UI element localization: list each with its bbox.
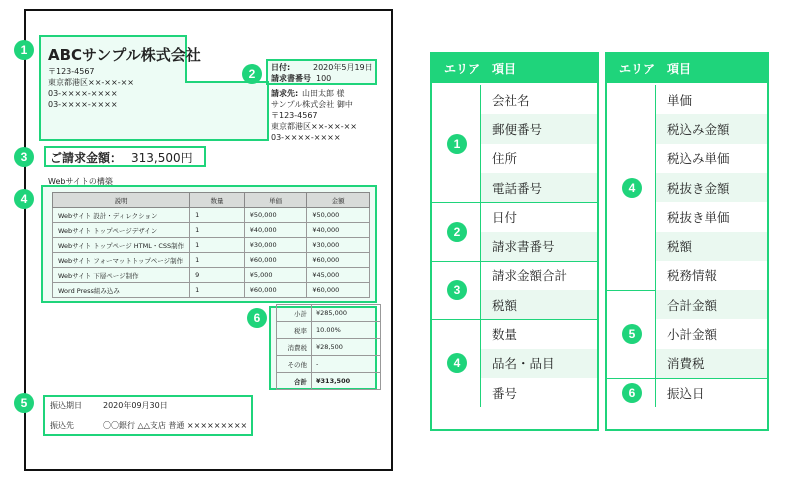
- item-cell: 会社名: [492, 92, 530, 108]
- summary-label: 消費税: [277, 339, 312, 356]
- item-cell: 合計金額: [667, 297, 718, 313]
- summary-row: [277, 356, 381, 373]
- item-cell: 請求金額合計: [492, 268, 568, 284]
- company-postal: 〒123-4567: [48, 67, 95, 76]
- item-cell: 電話番号: [492, 180, 543, 196]
- area-badge: 3: [447, 280, 467, 300]
- recipient-postal: 〒123-4567: [271, 111, 318, 120]
- recipient-company: サンプル株式会社 御中: [271, 100, 353, 109]
- project-title: Webサイトの構築: [48, 177, 113, 186]
- area-table-right: [605, 52, 769, 431]
- summary-table: [276, 304, 381, 390]
- area-badge: 2: [447, 222, 467, 242]
- item-cell: 番号: [492, 385, 518, 401]
- recipient-name: 山田太郎 様: [302, 89, 345, 98]
- header-item-label: 項目: [492, 62, 517, 76]
- payment-account-value: 〇〇銀行 △△支店 普通 ×××××××××: [103, 421, 248, 430]
- item-cell: 日付: [492, 209, 518, 225]
- payment-due-label: 振込期日: [50, 401, 82, 410]
- table-cell: ¥50,000: [244, 208, 307, 223]
- column-header: 単価: [244, 193, 307, 208]
- area-table-right-header: [607, 54, 767, 83]
- payment-account-label: 振込先: [50, 421, 74, 430]
- item-cell: 振込日: [667, 385, 705, 401]
- table-cell: ¥60,000: [244, 283, 307, 298]
- table-row: [53, 268, 370, 283]
- summary-value: ¥313,500: [312, 373, 381, 390]
- table-cell: ¥45,000: [307, 268, 370, 283]
- table-row: [53, 283, 370, 298]
- recipient-address: 東京都港区××-××-××: [271, 122, 357, 131]
- table-cell: ¥60,000: [244, 253, 307, 268]
- summary-label: その他: [277, 356, 312, 373]
- invoice-number-value: 100: [316, 74, 332, 83]
- header-area-label: エリア: [619, 62, 656, 76]
- date-label: 日付:: [271, 63, 291, 72]
- item-cell: 小計金額: [667, 327, 718, 343]
- summary-label: 小計: [277, 305, 312, 322]
- table-cell: 1: [190, 283, 245, 298]
- header-area-label: エリア: [444, 62, 481, 76]
- summary-row: [277, 322, 381, 339]
- zone-badge-1: 1: [14, 40, 34, 60]
- item-cell: 税抜き単価: [667, 209, 730, 225]
- item-table: [52, 192, 370, 298]
- table-cell: Word Press組み込み: [53, 283, 190, 298]
- summary-row: [277, 373, 381, 390]
- item-cell: 住所: [492, 151, 518, 167]
- summary-row: [277, 339, 381, 356]
- table-cell: Webサイト 設計・ディレクション: [53, 208, 190, 223]
- table-row: [53, 208, 370, 223]
- summary-value: -: [312, 356, 381, 373]
- company-phone-1: 03-××××-××××: [48, 89, 118, 98]
- summary-value: 10.00%: [312, 322, 381, 339]
- table-cell: 9: [190, 268, 245, 283]
- summary-label: 合計: [277, 373, 312, 390]
- company-phone-2: 03-××××-××××: [48, 100, 118, 109]
- item-cell: 税込み金額: [667, 121, 730, 137]
- table-cell: 1: [190, 208, 245, 223]
- table-cell: ¥60,000: [307, 283, 370, 298]
- column-header: 数量: [190, 193, 245, 208]
- company-name: ABCサンプル株式会社: [48, 46, 201, 64]
- date-value: 2020年5月19日: [313, 63, 373, 72]
- column-header: 金額: [307, 193, 370, 208]
- table-cell: 1: [190, 253, 245, 268]
- table-cell: 1: [190, 223, 245, 238]
- item-cell: 税額: [667, 239, 693, 255]
- table-cell: ¥40,000: [307, 223, 370, 238]
- area-badge: 6: [622, 383, 642, 403]
- area-table-left-header: [432, 54, 597, 83]
- summary-value: ¥285,000: [312, 305, 381, 322]
- table-cell: ¥30,000: [244, 238, 307, 253]
- area-badge: 1: [447, 134, 467, 154]
- table-cell: ¥40,000: [244, 223, 307, 238]
- table-cell: 1: [190, 238, 245, 253]
- summary-row: [277, 305, 381, 322]
- recipient-label: 請求先:: [271, 89, 299, 98]
- total-label: ご請求金額：: [50, 151, 123, 165]
- item-cell: 税抜き金額: [667, 180, 730, 196]
- invoice-number-label: 請求書番号: [271, 74, 311, 83]
- item-cell: 請求書番号: [492, 239, 555, 255]
- summary-value: ¥28,500: [312, 339, 381, 356]
- item-cell: 税務情報: [667, 268, 718, 284]
- payment-due-value: 2020年09月30日: [103, 401, 168, 410]
- item-cell: 数量: [492, 327, 518, 343]
- summary-label: 税率: [277, 322, 312, 339]
- item-cell: 郵便番号: [492, 121, 543, 137]
- zone-badge-3: 3: [14, 147, 34, 167]
- zone-badge-6: 6: [247, 308, 267, 328]
- company-address: 東京都港区××-××-××: [48, 78, 134, 87]
- table-cell: ¥50,000: [307, 208, 370, 223]
- area-badge: 5: [622, 324, 642, 344]
- item-cell: 単価: [667, 92, 693, 108]
- item-cell: 品名・品目: [492, 356, 555, 372]
- area-badge: 4: [622, 178, 642, 198]
- area-table-left: [430, 52, 599, 431]
- table-cell: Webサイト フォーマットトップページ制作: [53, 253, 190, 268]
- recipient-phone: 03-××××-××××: [271, 133, 341, 142]
- table-cell: ¥60,000: [307, 253, 370, 268]
- area-badge: 4: [447, 353, 467, 373]
- item-cell: 消費税: [667, 356, 705, 372]
- column-header: 説明: [53, 193, 190, 208]
- zone-badge-4: 4: [14, 189, 34, 209]
- total-value: 313,500円: [131, 151, 193, 165]
- header-item-label: 項目: [667, 62, 692, 76]
- item-cell: 税込み単価: [667, 151, 730, 167]
- table-cell: Webサイト トップページデザイン: [53, 223, 190, 238]
- table-row: [53, 238, 370, 253]
- table-row: [53, 253, 370, 268]
- table-row: [53, 223, 370, 238]
- table-cell: Webサイト 下層ページ制作: [53, 268, 190, 283]
- item-cell: 税額: [492, 297, 518, 313]
- zone-badge-5: 5: [14, 393, 34, 413]
- table-cell: ¥30,000: [307, 238, 370, 253]
- table-cell: ¥5,000: [244, 268, 307, 283]
- zone-badge-2: 2: [242, 64, 262, 84]
- table-cell: Webサイト トップページ HTML・CSS制作: [53, 238, 190, 253]
- item-table-header: [53, 193, 370, 208]
